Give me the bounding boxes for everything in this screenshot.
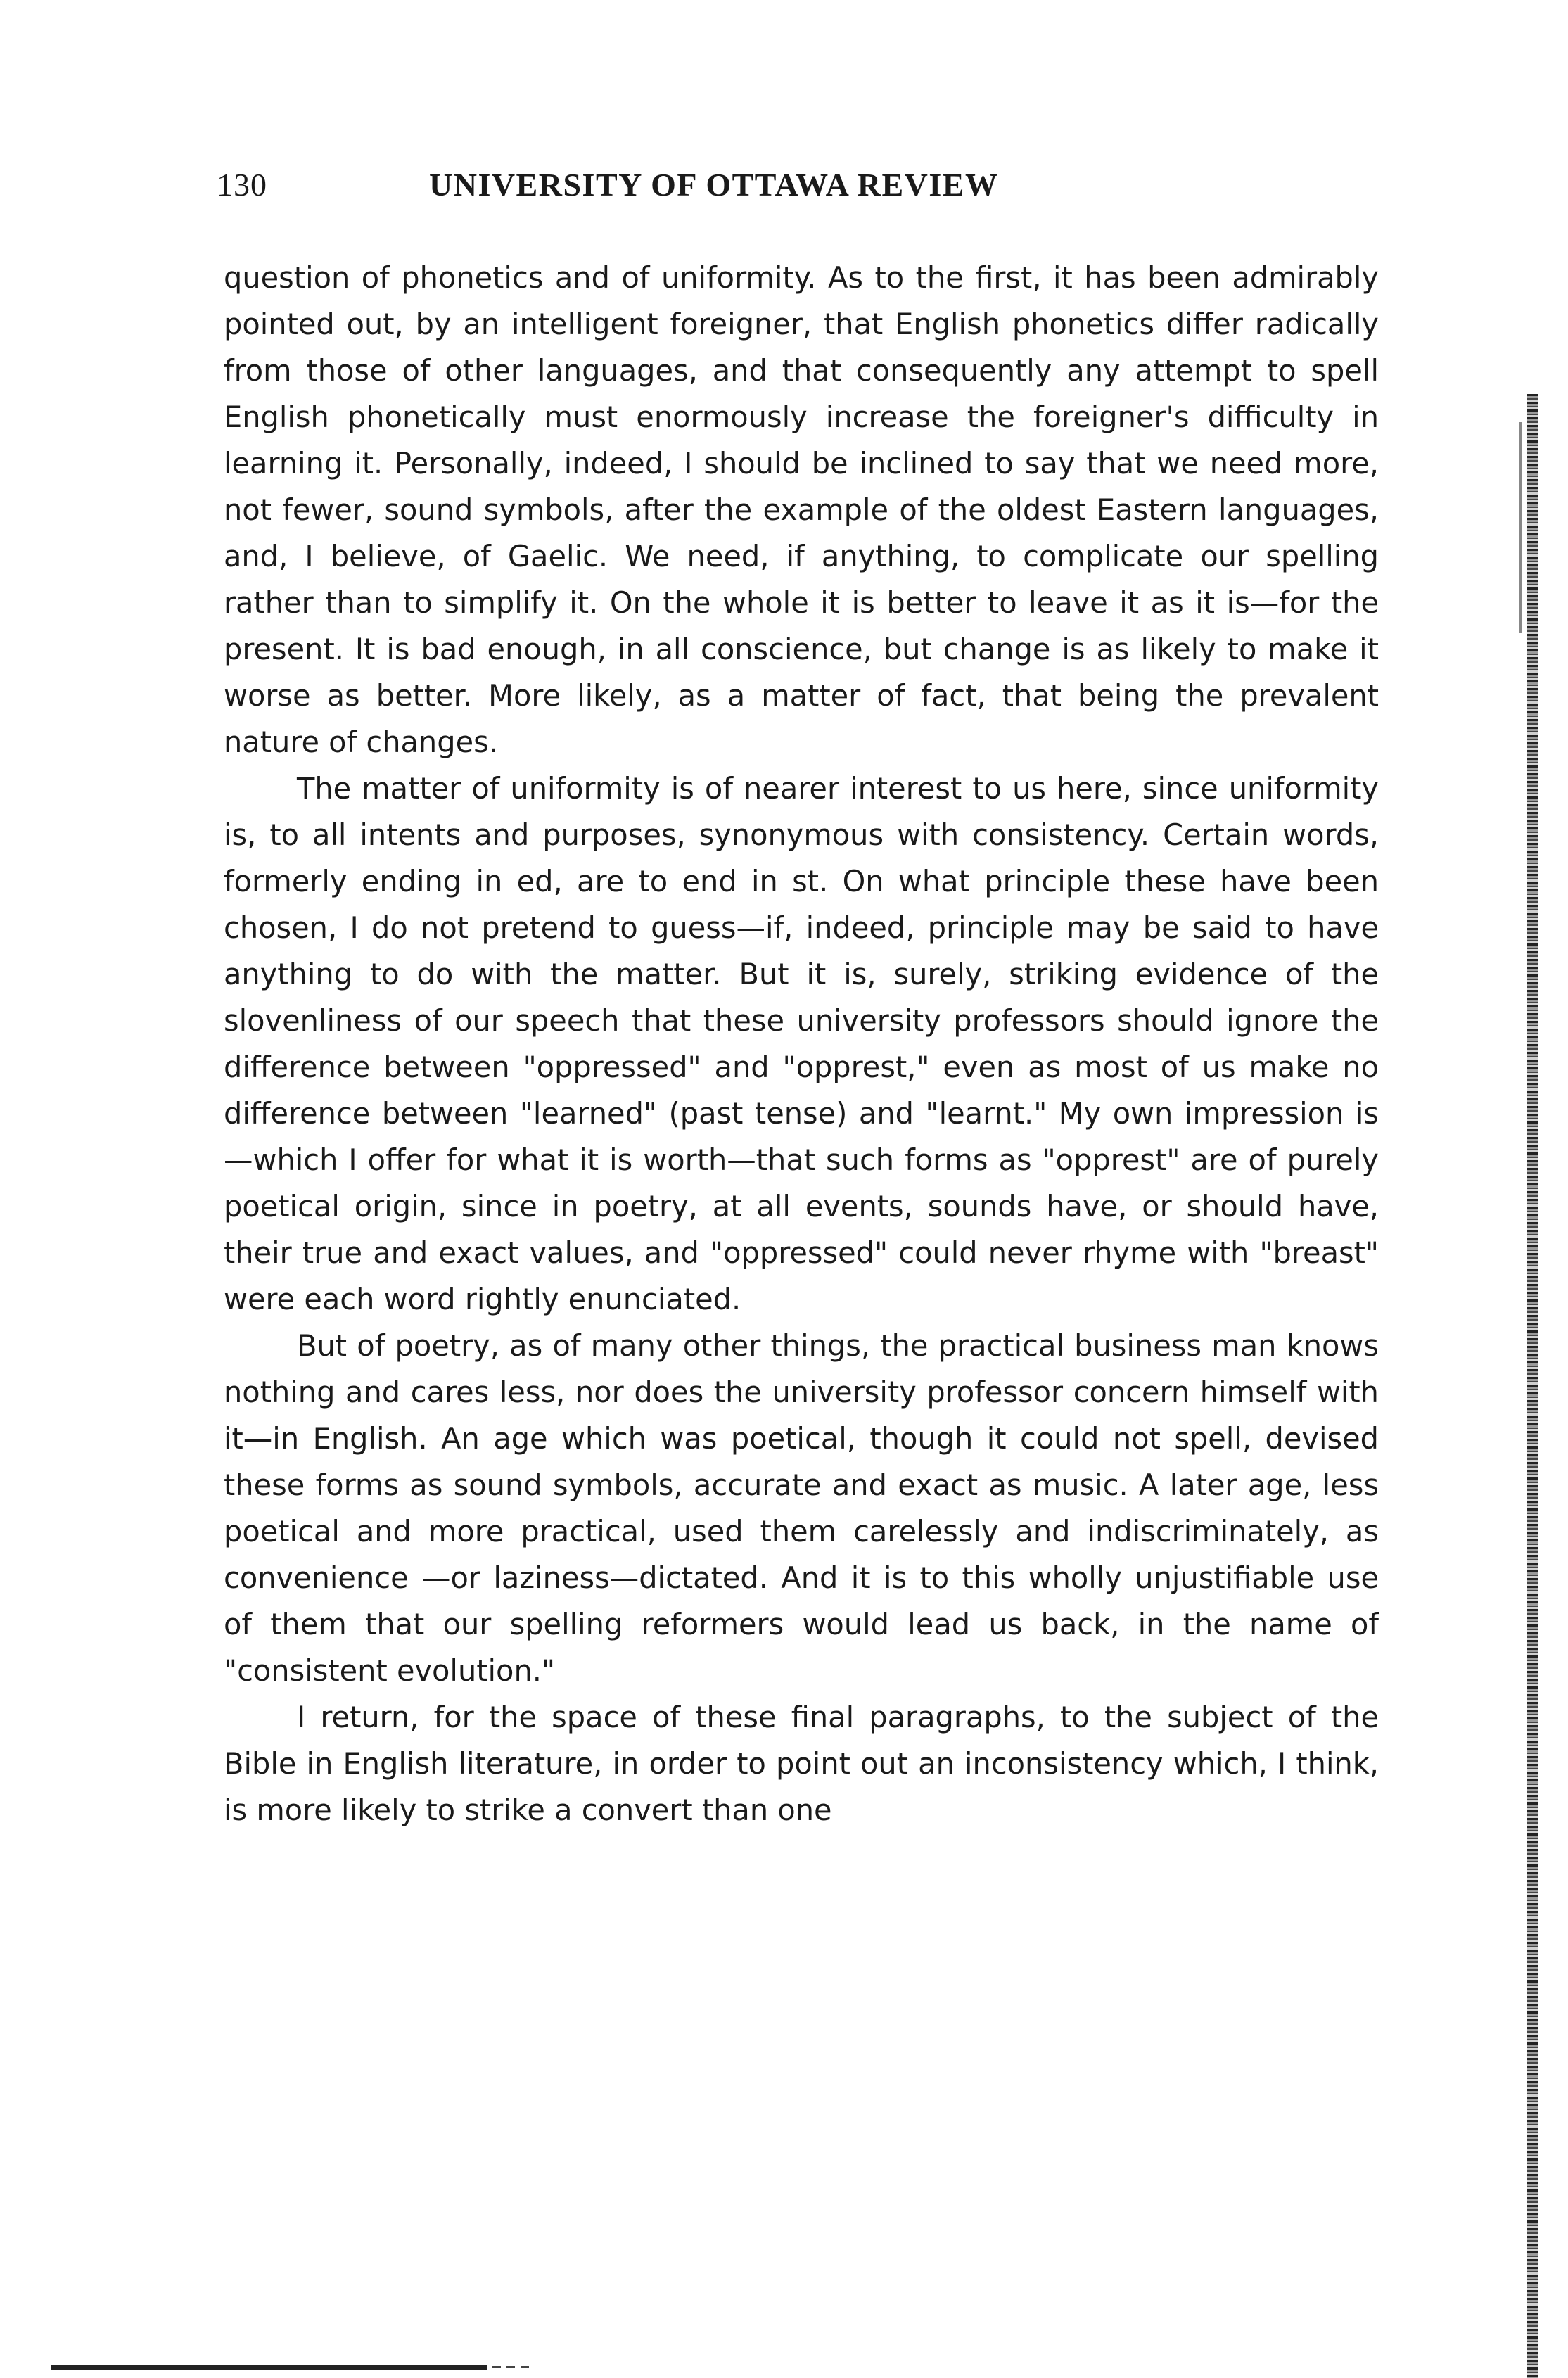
- bottom-rule: [51, 2365, 487, 2370]
- running-head: UNIVERSITY OF OTTAWA REVIEW: [429, 167, 999, 203]
- bottom-rule-dash: [492, 2366, 535, 2368]
- page-number: 130: [217, 167, 267, 203]
- body-text: [224, 255, 1379, 1833]
- paragraph-continued: question of phonetics and of uniformity. As to the first, it has been admirably pointed out, by an intelligent foreigner, that English phonetics differ radically from those of other languages, and that consequently any attempt to spell English phonetically must enormously increase the foreigner's difficulty in learning it. Personally, indeed, I should be inclined to say that we need more, not fewer, sound symbols, after the example of the oldest Eastern languages, and, I believe, of Gaelic. We need, if anything, to complicate our spelling rather than to simplify it. On the whole it is better to leave it as it is—for the present. It is bad enough, in all conscience, but change is as likely to make it worse as better. More likely, as a matter of fact, that being the prevalent nature of changes.: [224, 260, 1379, 759]
- paragraph-bible: I return, for the space of these final paragraphs, to the subject of the Bible in English literature, in order to point out an inconsistency which, I think, is more likely to strike a convert than one: [224, 1700, 1379, 1827]
- paragraph-poetry: But of poetry, as of many other things, the practical business man knows nothing and cares less, nor does the university professor concern himself with it—in English. An age which was poetical, though it could not spell, devised these forms as sound symbols, accurate and exact as music. A later age, less poetical and more practical, used them carelessly and indiscriminately, as convenience —or laziness—dictated. And it is to this wholly unjustifiable use of them that our spelling reformers would lead us back, in the name of "consistent evolution.": [224, 1328, 1379, 1688]
- binding-shadow-thin: [1519, 422, 1522, 633]
- binding-edge: [1527, 394, 1538, 2378]
- page-header: [217, 166, 1398, 215]
- paragraph-uniformity: The matter of uniformity is of nearer interest to us here, since uniformity is, to all intents and purposes, synonymous with consistency. Certain words, formerly ending in ed, are to end in st. On what principle these have been chosen, I do not pretend to guess—if, indeed, principle may be said to have anything to do with the matter. But it is, surely, striking evidence of the slovenliness of our speech that these university professors should ignore the difference between "oppressed" and "opprest," even as most of us make no difference between "learned" (past tense) and "learnt." My own impression is—which I offer for what it is worth—that such forms as "opprest" are of purely poetical origin, since in poetry, at all events, sounds have, or should have, their true and exact values, and "oppressed" could never rhyme with "breast" were each word rightly enunciated.: [224, 771, 1379, 1316]
